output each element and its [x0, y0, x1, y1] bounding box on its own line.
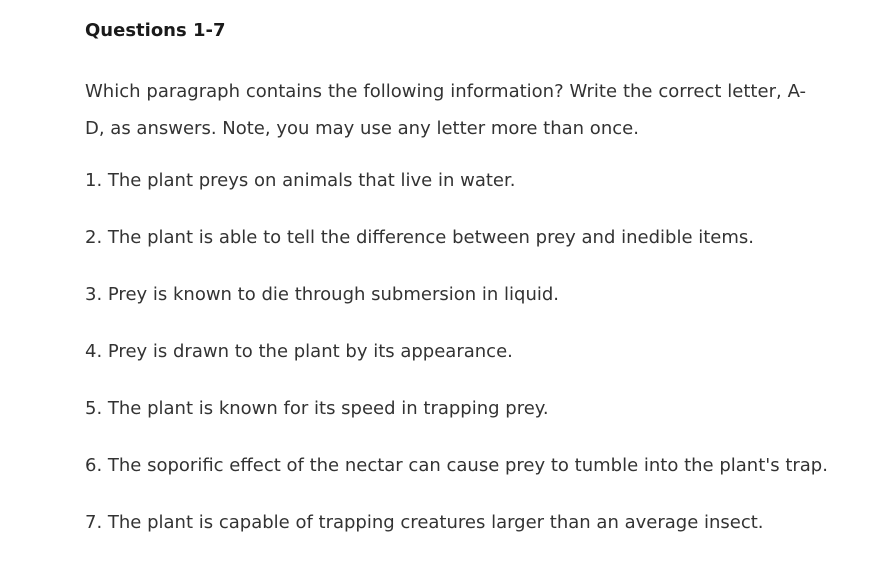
questions-heading: Questions 1-7 [85, 20, 226, 41]
question-item: 6. The soporific effect of the nectar can cause prey to tumble into the plant's trap. [85, 455, 828, 476]
question-item: 4. Prey is drawn to the plant by its appearance. [85, 341, 513, 362]
question-list [85, 169, 828, 568]
question-item: 2. The plant is able to tell the difference between prey and inedible items. [85, 227, 755, 248]
question-item: 3. Prey is known to die through submersion in liquid. [85, 284, 560, 305]
question-item: 1. The plant preys on animals that live in water. [85, 170, 516, 191]
question-item: 5. The plant is known for its speed in trapping prey. [85, 398, 549, 419]
instructions-text: Which paragraph contains the following information? Write the correct letter, A-D, as answers. Note, you may use any letter more than once. [85, 81, 806, 139]
question-item: 7. The plant is capable of trapping creatures larger than an average insect. [85, 512, 764, 533]
